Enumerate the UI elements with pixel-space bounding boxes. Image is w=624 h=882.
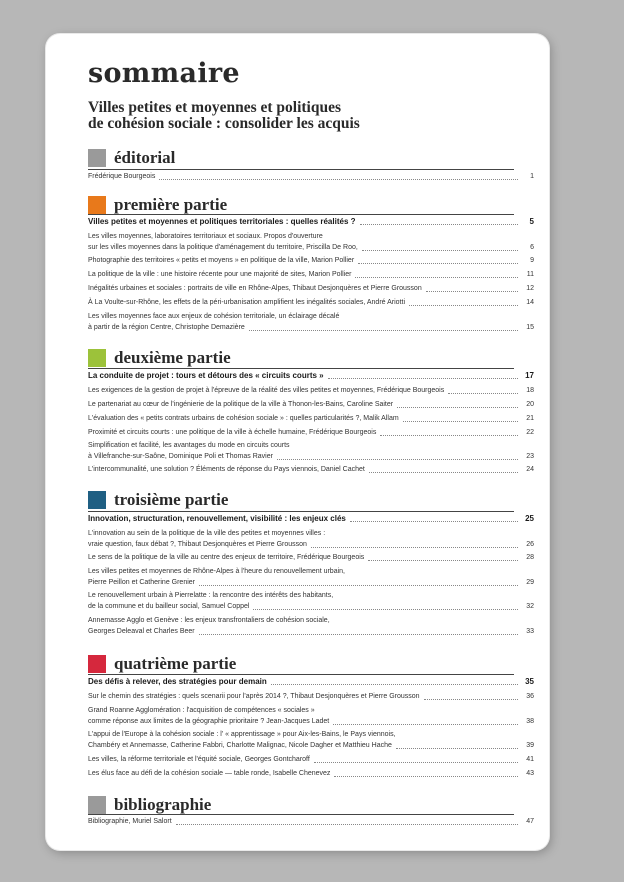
toc-heading[interactable]: La conduite de projet : tours et détours des « circuits courts » 17 [88, 371, 534, 380]
toc-entry[interactable]: Les villes moyennes, laboratoires territoriaux et sociaux. Propos d'ouverture sur les villes moyennes dans la politique d'aménagement du territoire, Priscilla De Roo, 6 [88, 233, 534, 251]
toc-entry[interactable]: L'évaluation des « petits contrats urbains de cohésion sociale » : quelles particularités ?, Malik Allam 21 [88, 415, 534, 422]
section-header-premiere-partie [88, 195, 227, 215]
section-title: première partie [114, 195, 228, 214]
section-title: quatrième partie [114, 654, 237, 673]
toc-entry[interactable]: Sur le chemin des stratégies : quels scenarii pour l'après 2014 ?, Thibaut Desjonquères et Pierre Grousson 36 [88, 693, 534, 700]
section-marker [88, 655, 106, 673]
section-title: troisième partie [114, 490, 229, 509]
toc-entry[interactable]: Simplification et facilité, les avantages du mode en circuits courts à Villefranche-sur-Saône, Dominique Poli et Thomas Ravier 23 [88, 442, 534, 460]
section-rule [88, 368, 514, 369]
section-title: deuxième partie [114, 348, 231, 367]
toc-entry[interactable]: Le partenariat au cœur de l'ingénierie de la politique de la ville à Thonon-les-Bains, Caroline Saiter 20 [88, 401, 534, 408]
section-header-bibliographie [88, 795, 211, 815]
toc-entry[interactable]: Annemasse Agglo et Genève : les enjeux transfrontaliers de cohésion sociale, Georges Deleaval et Charles Beer 33 [88, 617, 534, 635]
toc-heading[interactable]: Villes petites et moyennes et politiques territoriales : quelles réalités ? 5 [88, 217, 534, 226]
toc-entry[interactable]: Proximité et circuits courts : une politique de la ville à échelle humaine, Frédérique Bourgeois 22 [88, 429, 534, 436]
toc-entry[interactable]: Bibliographie, Muriel Salort 47 [88, 818, 534, 825]
section-header-editorial [88, 148, 175, 168]
section-header-troisieme-partie [88, 490, 228, 510]
toc-entry[interactable]: Les villes moyennes face aux enjeux de cohésion territoriale, un éclairage décalé à partir de la région Centre, Christophe Demazière 15 [88, 313, 534, 331]
toc-entry[interactable]: L'innovation au sein de la politique de la ville des petites et moyennes villes : vraie question, faux débat ?, Thibaut Desjonquères et Pierre Grousson 26 [88, 530, 534, 548]
section-marker [88, 349, 106, 367]
subtitle-line: de cohésion sociale : consolider les acquis [88, 115, 360, 132]
subtitle [88, 100, 360, 132]
section-header-deuxieme-partie [88, 348, 231, 368]
section-rule [88, 814, 514, 815]
section-rule [88, 214, 514, 215]
section-rule [88, 169, 514, 170]
toc-entry[interactable]: La politique de la ville : une histoire récente pour une majorité de sites, Marion Pollier 11 [88, 271, 534, 278]
toc-entry[interactable]: Les villes, la réforme territoriale et l'équité sociale, Georges Gontcharoff 41 [88, 756, 534, 763]
toc-entry[interactable]: Le renouvellement urbain à Pierrelatte : la rencontre des intérêts des habitants, de la commune et du bailleur social, Samuel Coppel 32 [88, 592, 534, 610]
toc-entry[interactable]: L'appui de l'Europe à la cohésion sociale : l' « apprentissage » pour Aix-les-Bains, le Pays viennois, Chambéry et Annemasse, Catherine Fabbri, Charlotte Malignac, Nicole Dagher et Matthieu Hache 39 [88, 731, 534, 749]
toc-entry[interactable]: Les élus face au défi de la cohésion sociale — table ronde, Isabelle Chenevez 43 [88, 770, 534, 777]
toc-entry[interactable]: Les exigences de la gestion de projet à l'épreuve de la réalité des villes petites et moyennes, Frédérique Bourgeois 18 [88, 387, 534, 394]
toc-heading[interactable]: Des défis à relever, des stratégies pour demain 35 [88, 677, 534, 686]
toc-entry[interactable]: Les villes petites et moyennes de Rhône-Alpes à l'heure du renouvellement urbain, Pierre Peillon et Catherine Grenier 29 [88, 568, 534, 586]
section-title: éditorial [114, 148, 176, 167]
section-marker [88, 491, 106, 509]
section-header-quatrieme-partie [88, 654, 236, 674]
section-marker [88, 796, 106, 814]
subtitle-line: Villes petites et moyennes et politiques [88, 99, 341, 116]
toc-entry[interactable]: À La Voulte-sur-Rhône, les effets de la péri-urbanisation amplifient les inégalités sociales, André Ariotti 14 [88, 299, 534, 306]
section-marker [88, 149, 106, 167]
section-marker [88, 196, 106, 214]
toc-entry[interactable]: L'intercommunalité, une solution ? Éléments de réponse du Pays viennois, Daniel Cachet 24 [88, 466, 534, 473]
section-title: bibliographie [114, 795, 212, 814]
section-rule [88, 674, 514, 675]
toc-entry[interactable]: Le sens de la politique de la ville au centre des enjeux de territoire, Frédérique Bourgeois 28 [88, 554, 534, 561]
toc-entry[interactable]: Photographie des territoires « petits et moyens » en politique de la ville, Marion Pollier 9 [88, 257, 534, 264]
toc-heading[interactable]: Innovation, structuration, renouvellement, visibilité : les enjeux clés 25 [88, 514, 534, 523]
toc-entry[interactable]: Inégalités urbaines et sociales : portraits de ville en Rhône-Alpes, Thibaut Desjonquères et Pierre Grousson 12 [88, 285, 534, 292]
section-rule [88, 511, 514, 512]
toc-entry[interactable]: Frédérique Bourgeois 1 [88, 173, 534, 180]
toc-entry[interactable]: Grand Roanne Agglomération : l'acquisition de compétences « sociales » comme réponse aux limites de la géographie prioritaire ? Jean-Jacques Ladet 38 [88, 707, 534, 725]
page-title: sommaire [88, 58, 240, 89]
